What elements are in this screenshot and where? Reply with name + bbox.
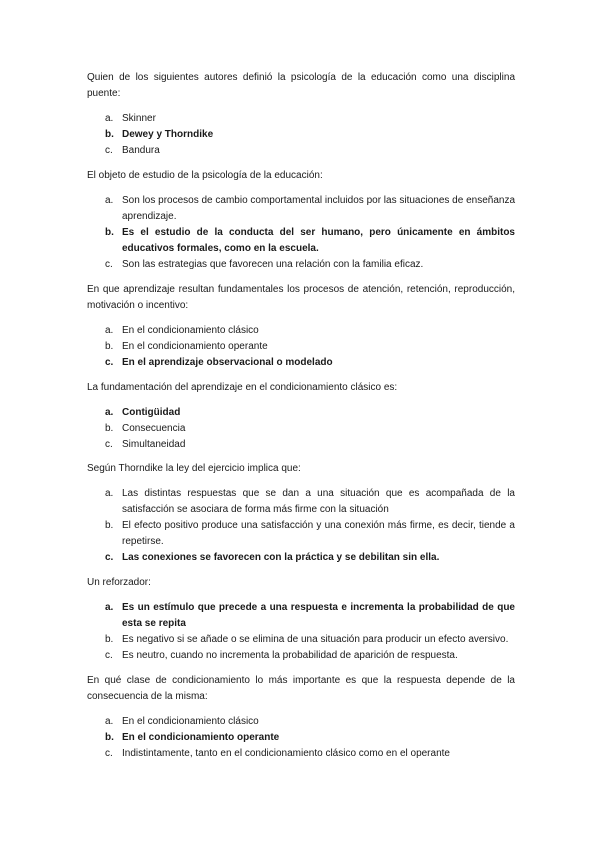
option-a: a. Las distintas respuestas que se dan a una situación que es acompañada de la satisfacción se asociara de forma más firme con la situación (105, 488, 515, 515)
question-7 (87, 673, 515, 762)
option-b: b. En el condicionamiento operante (105, 732, 280, 743)
option-a: a. Contigüidad (105, 407, 181, 418)
options-list (87, 193, 515, 273)
options-list (87, 111, 515, 159)
question-1 (87, 70, 515, 159)
option-b: b. El efecto positivo produce una satisfacción y una conexión más firme, es decir, tiende a repetirse. (105, 520, 515, 547)
question-2 (87, 168, 515, 273)
option-b: b. Dewey y Thorndike (105, 129, 214, 140)
options-list (87, 323, 515, 371)
options-list (87, 486, 515, 566)
option-a: a. En el condicionamiento clásico (105, 325, 259, 336)
question-stem: En que aprendizaje resultan fundamentales los procesos de atención, retención, reproducción, motivación o incentivo: (87, 284, 515, 311)
question-stem: El objeto de estudio de la psicología de la educación: (87, 170, 323, 181)
question-stem: En qué clase de condicionamiento lo más importante es que la respuesta depende de la consecuencia de la misma: (87, 675, 515, 702)
options-list (87, 405, 515, 453)
question-4 (87, 380, 515, 453)
question-stem: Según Thorndike la ley del ejercicio implica que: (87, 463, 301, 474)
option-a: a. Skinner (105, 113, 156, 124)
option-c: c. Simultaneidad (105, 439, 186, 450)
option-b: b. En el condicionamiento operante (105, 341, 268, 352)
option-c: c. Son las estrategias que favorecen una relación con la familia eficaz. (105, 259, 424, 270)
options-list (87, 600, 515, 664)
question-stem: Un reforzador: (87, 577, 151, 588)
option-b: b. Consecuencia (105, 423, 186, 434)
question-3 (87, 282, 515, 371)
option-c: c. En el aprendizaje observacional o modelado (105, 357, 333, 368)
options-list (87, 714, 515, 762)
question-stem: La fundamentación del aprendizaje en el condicionamiento clásico es: (87, 382, 398, 393)
option-a: a. Son los procesos de cambio comportamental incluidos por las situaciones de enseñanza aprendizaje. (105, 195, 516, 222)
option-a: a. En el condicionamiento clásico (105, 716, 259, 727)
option-b: b. Es el estudio de la conducta del ser humano, pero únicamente en ámbitos educativos formales, como en la escuela. (105, 227, 515, 254)
question-6 (87, 575, 515, 664)
option-c: c. Bandura (105, 145, 160, 156)
option-b: b. Es negativo si se añade o se elimina de una situación para producir un efecto aversivo. (105, 634, 509, 645)
option-a: a. Es un estímulo que precede a una respuesta e incrementa la probabilidad de que esta se repita (105, 602, 515, 629)
option-c: c. Es neutro, cuando no incrementa la probabilidad de aparición de respuesta. (105, 650, 458, 661)
option-c: c. Indistintamente, tanto en el condicionamiento clásico como en el operante (105, 748, 450, 759)
question-5 (87, 461, 515, 566)
option-c: c. Las conexiones se favorecen con la práctica y se debilitan sin ella. (105, 552, 440, 563)
question-stem: Quien de los siguientes autores definió la psicología de la educación como una disciplina puente: (87, 72, 515, 99)
